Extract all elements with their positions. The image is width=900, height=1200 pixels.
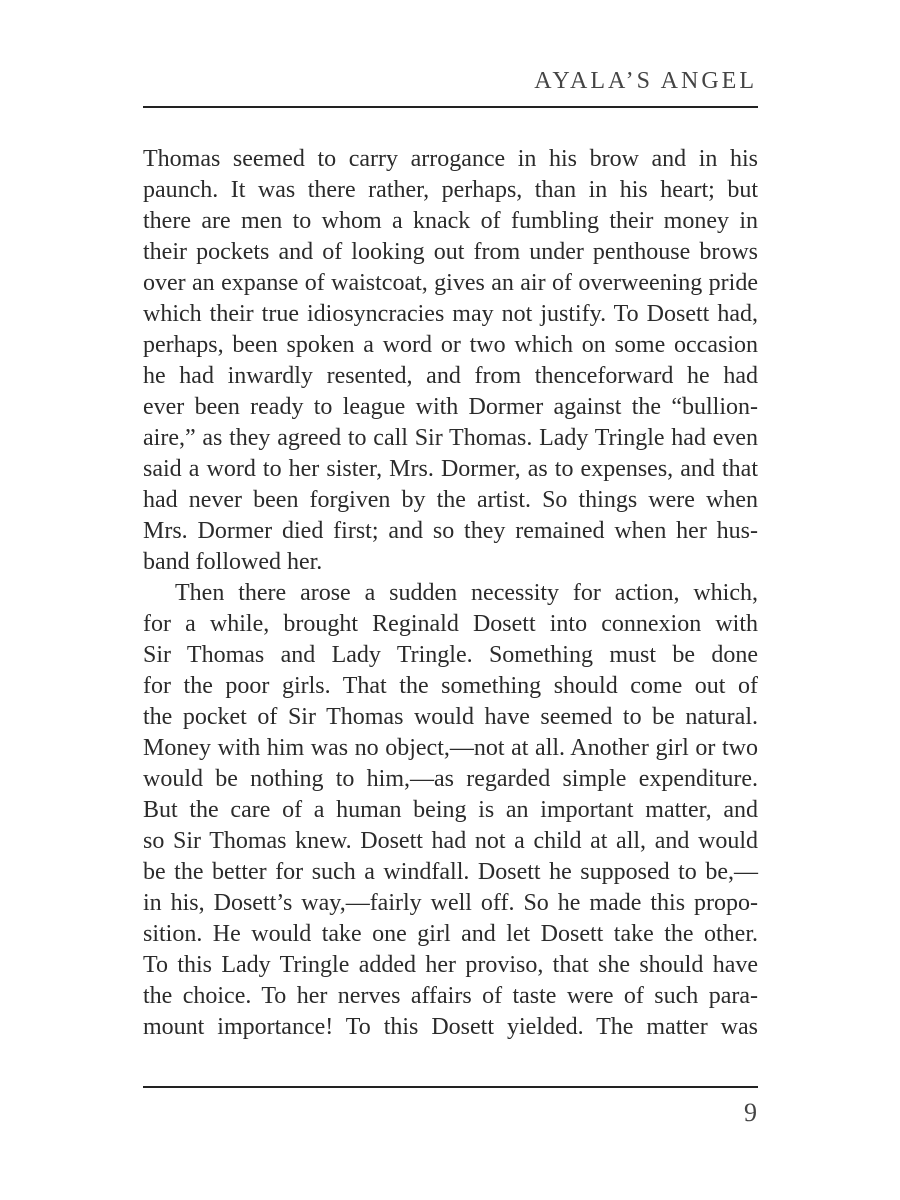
text-line: in his, Dosett’s way,—fairly well off. So he made this propo- <box>143 890 758 916</box>
text-line: paunch. It was there rather, perhaps, than in his heart; but <box>143 177 758 203</box>
text-line: Mrs. Dormer died first; and so they remained when her hus- <box>143 518 758 544</box>
body-text <box>143 144 758 1043</box>
text-line: their pockets and of looking out from under penthouse brows <box>143 239 758 265</box>
text-line: Thomas seemed to carry arrogance in his brow and in his <box>143 146 758 172</box>
text-line: be the better for such a windfall. Dosett he supposed to be,— <box>143 859 758 885</box>
text-line: ever been ready to league with Dormer against the “bullion- <box>143 394 758 420</box>
header-rule <box>143 106 758 108</box>
paragraph-start-line: Then there arose a sudden necessity for action, which, <box>175 580 758 606</box>
paragraph-end-line: band followed her. <box>143 549 323 575</box>
text-line: there are men to whom a knack of fumbling their money in <box>143 208 758 234</box>
text-line: said a word to her sister, Mrs. Dormer, as to expenses, and that <box>143 456 758 482</box>
text-line: But the care of a human being is an important matter, and <box>143 797 758 823</box>
footer-rule <box>143 1086 758 1088</box>
text-line: aire,” as they agreed to call Sir Thomas. Lady Tringle had even <box>143 425 758 451</box>
text-line: had never been forgiven by the artist. So things were when <box>143 487 758 513</box>
text-line: over an expanse of waistcoat, gives an air of overweening pride <box>143 270 758 296</box>
text-line: To this Lady Tringle added her proviso, that she should have <box>143 952 758 978</box>
running-head-title: AYALA’S ANGEL <box>534 68 757 94</box>
text-line: perhaps, been spoken a word or two which on some occasion <box>143 332 758 358</box>
text-line: sition. He would take one girl and let Dosett take the other. <box>143 921 758 947</box>
text-line: mount importance! To this Dosett yielded. The matter was <box>143 1014 758 1040</box>
page-number: 9 <box>744 1098 757 1127</box>
text-line: Money with him was no object,—not at all. Another girl or two <box>143 735 758 761</box>
text-line: the pocket of Sir Thomas would have seemed to be natural. <box>143 704 758 730</box>
text-line: the choice. To her nerves affairs of taste were of such para- <box>143 983 758 1009</box>
text-line: for a while, brought Reginald Dosett into connexion with <box>143 611 758 637</box>
text-line: for the poor girls. That the something should come out of <box>143 673 758 699</box>
text-line: Sir Thomas and Lady Tringle. Something must be done <box>143 642 758 668</box>
text-line: would be nothing to him,—as regarded simple expenditure. <box>143 766 758 792</box>
text-line: so Sir Thomas knew. Dosett had not a child at all, and would <box>143 828 758 854</box>
text-line: which their true idiosyncracies may not justify. To Dosett had, <box>143 301 758 327</box>
text-line: he had inwardly resented, and from thenceforward he had <box>143 363 758 389</box>
